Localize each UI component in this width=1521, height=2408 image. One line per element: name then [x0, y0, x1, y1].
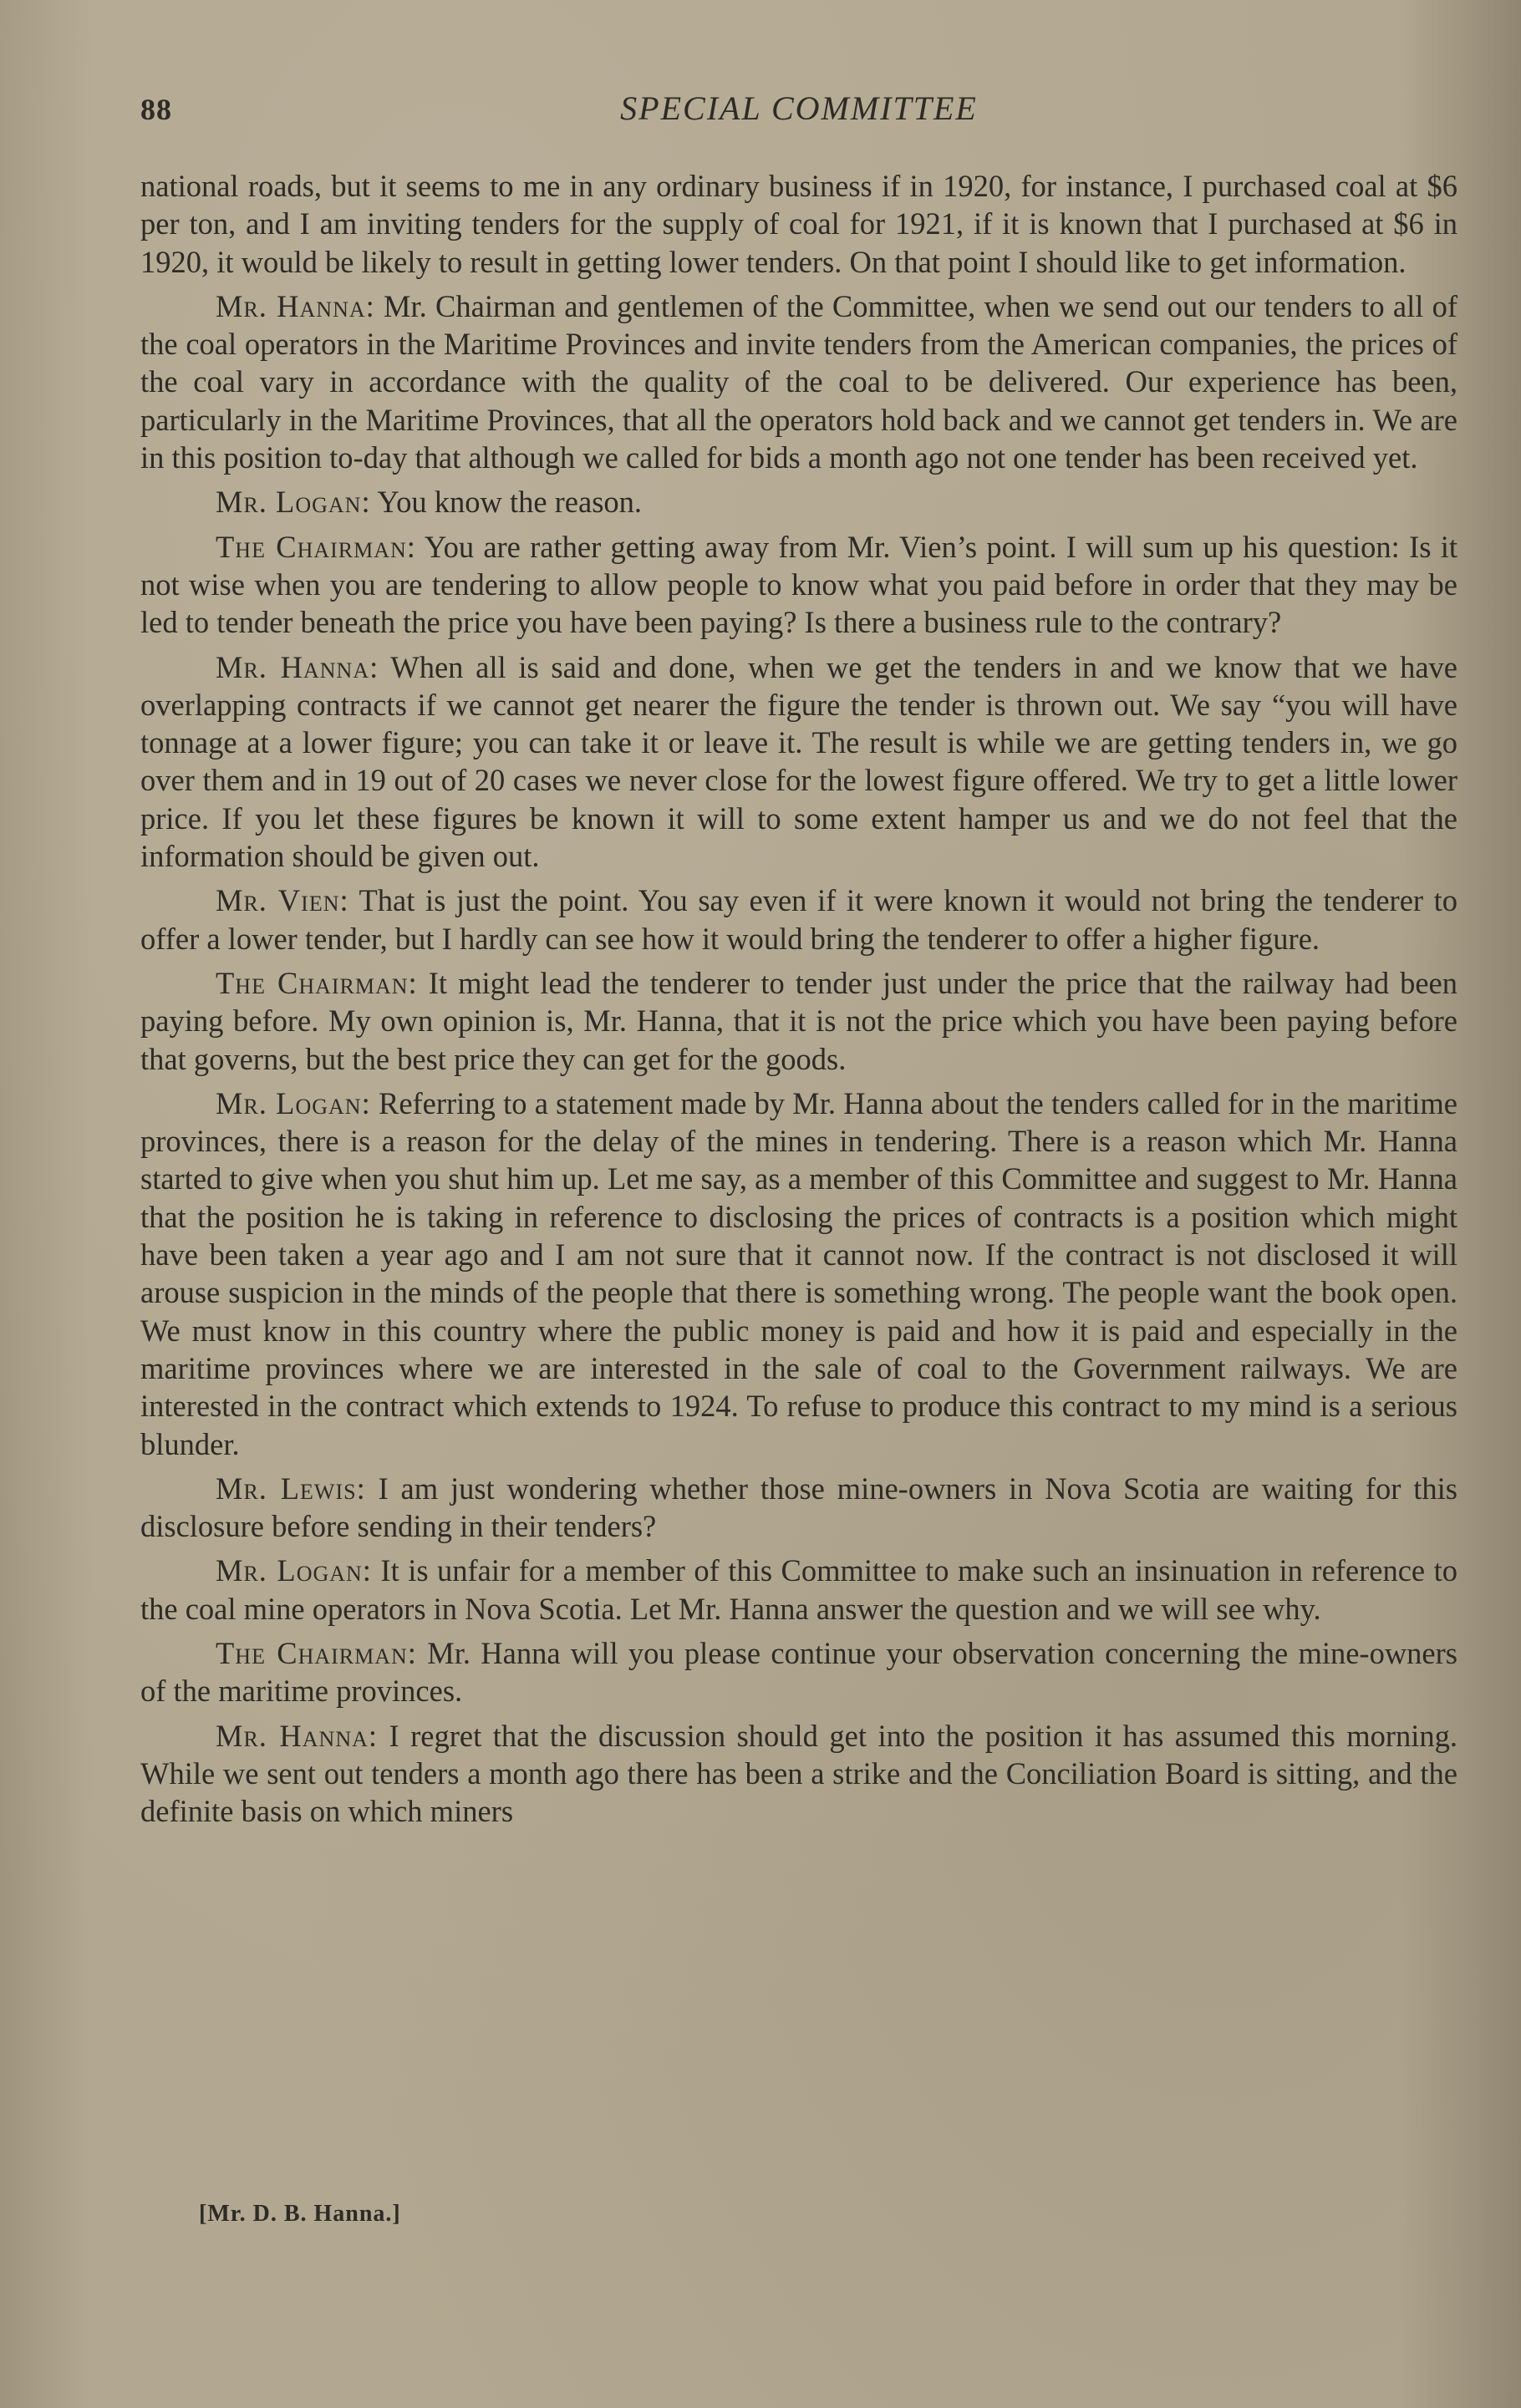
paragraph — [140, 167, 1457, 281]
paragraph-text: I am just wondering whether those mine-owners in Nova Scotia are waiting for this disclosure before sending in their tenders? — [140, 1471, 1458, 1544]
paragraph-text: It might lead the tenderer to tender just under the price that the railway had been paying before. My own opinion is, Mr. Hanna, that it is not the price which you have been paying before that governs, but the best price they can get for the goods. — [140, 965, 1458, 1076]
body-text — [140, 167, 1457, 1836]
paragraph — [140, 483, 1457, 521]
paragraph-text: Mr. Chairman and gentlemen of the Committee, when we send out our tenders to all of the coal operators in the Maritime Provinces and invite tenders from the American companies, the prices of the coal vary in accordance with the quality of the coal to be delivered. Our experience has been, particularly in the Maritime Provinces, that all the operators hold back and we cannot get tenders in. We are in this position to-day that although we called for bids a month ago not one tender has been received yet. — [140, 288, 1458, 475]
speaker-name: The Chairman: — [216, 529, 416, 564]
footer-note: [Mr. D. B. Hanna.] — [199, 2201, 401, 2227]
paragraph-text: You know the reason. — [377, 485, 643, 520]
paragraph — [140, 964, 1457, 1078]
paragraph-text: That is just the point. You say even if it were known it would not bring the tenderer to offer a lower tender, but I hardly can see how it would bring the tenderer to offer a higher figure. — [140, 883, 1458, 956]
speaker-name: The Chairman: — [216, 1635, 417, 1670]
paragraph — [140, 1634, 1457, 1710]
speaker-name: Mr. Hanna: — [216, 649, 379, 684]
paragraph — [140, 1085, 1457, 1463]
speaker-name: Mr. Logan: — [216, 485, 371, 520]
speaker-name: Mr. Lewis: — [216, 1471, 366, 1506]
paragraph — [140, 528, 1457, 642]
paragraph-text: national roads, but it seems to me in any ordinary business if in 1920, for instance, I purchased coal at $6 per ton, and I am inviting tenders for the supply of coal for 1921, if it is known that I purchased at $6 in 1920, it would be likely to result in getting lower tenders. On that point I should like to get information. — [140, 169, 1457, 279]
speaker-name: The Chairman: — [216, 965, 418, 1000]
paragraph — [140, 1470, 1457, 1546]
paragraph-text: Referring to a statement made by Mr. Hanna about the tenders called for in the maritime provinces, there is a reason for the delay of the mines in tendering. There is a reason which Mr. Hanna started to give when you shut him up. Let me say, as a member of this Committee and suggest to Mr. Hanna that the position he is taking in reference to disclosing the prices of contracts is a position which might have been taken a year ago and I am not sure that it cannot now. If the contract is not disclosed it will arouse suspicion in the minds of the people that there is something wrong. The people want the book open. We must know in this country where the public money is paid and how it is paid and especially in the maritime provinces where we are interested in the sale of coal to the Government railways. We are interested in the contract which extends to 1924. To refuse to produce this contract to my mind is a serious blunder. — [140, 1085, 1458, 1461]
page-number: 88 — [140, 93, 172, 126]
speaker-name: Mr. Hanna: — [216, 1718, 379, 1753]
paragraph — [140, 287, 1457, 476]
page-title: SPECIAL COMMITTEE — [620, 89, 978, 127]
paragraph-text: It is unfair for a member of this Committee to make such an insinuation in reference to the coal mine operators in Nova Scotia. Let Mr. Hanna answer the question and we will see why. — [140, 1553, 1457, 1626]
speaker-name: Mr. Logan: — [216, 1553, 372, 1588]
paragraph — [140, 881, 1457, 958]
running-head — [140, 84, 1457, 137]
paragraph-text: Mr. Hanna will you please continue your observation concerning the mine-owners of the maritime provinces. — [140, 1635, 1457, 1709]
paragraph — [140, 648, 1457, 876]
paragraph-text: You are rather getting away from Mr. Vien’s point. I will sum up his question: Is it not wise when you are tendering to allow people to know what you paid before in order that they may be led to tender beneath the price you have been paying? Is there a business rule to the contrary? — [140, 529, 1457, 640]
speaker-name: Mr. Logan: — [216, 1085, 371, 1120]
paragraph-text: I regret that the discussion should get into the position it has assumed this morning. While we sent out tenders a month ago there has been a strike and the Conciliation Board is sitting, and the definite basis on which miners — [140, 1718, 1458, 1829]
speaker-name: Mr. Vien: — [216, 883, 349, 918]
speaker-name: Mr. Hanna: — [216, 288, 375, 323]
paragraph-text: When all is said and done, when we get the tenders in and we know that we have overlapping contracts if we cannot get nearer the figure the tender is thrown out. We say “you will have tonnage at a lower figure; you can take it or leave it. The result is while we are getting tenders in, we go over them and in 19 out of 20 cases we never close for the lowest figure offered. We try to get a little lower price. If you let these figures be known it will to some extent hamper us and we do not feel that the information should be given out. — [140, 649, 1457, 874]
paragraph — [140, 1717, 1457, 1831]
paragraph — [140, 1552, 1457, 1628]
